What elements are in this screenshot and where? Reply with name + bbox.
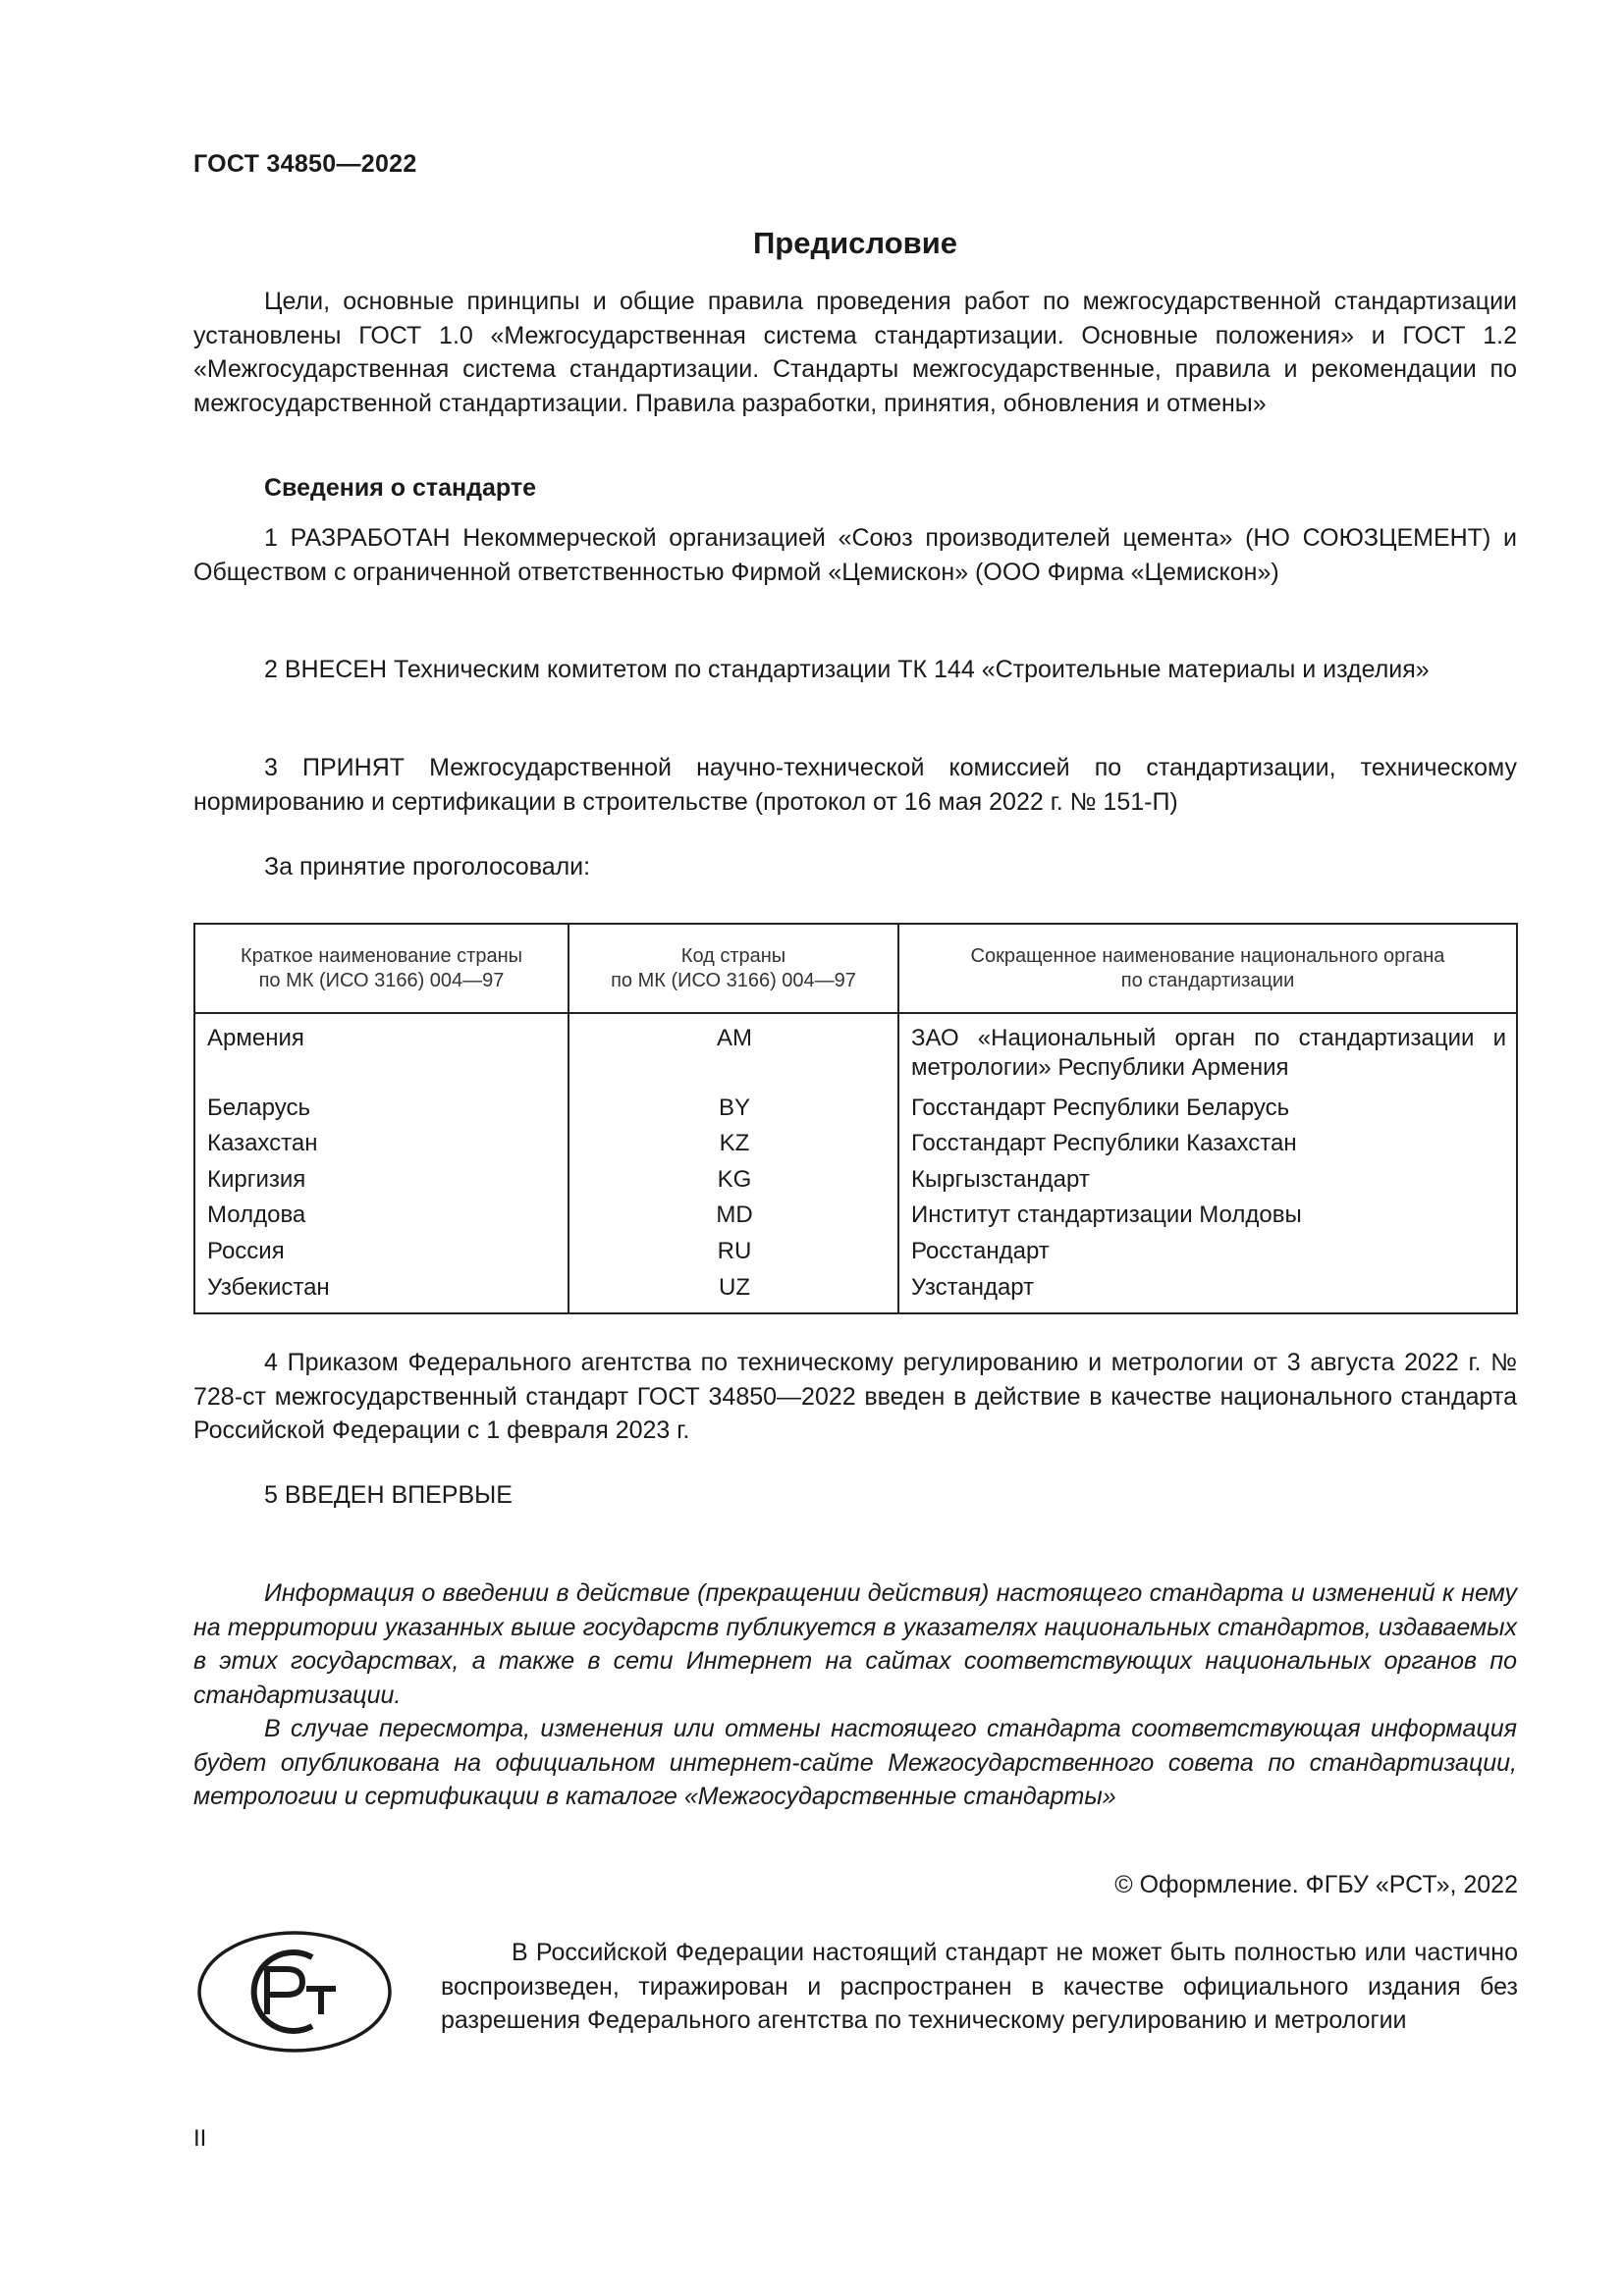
country-cell: Молдова — [194, 1198, 568, 1234]
code-cell: UZ — [568, 1270, 898, 1313]
table-row — [194, 1270, 1517, 1313]
table-header-row — [194, 924, 1517, 1013]
code-cell: AM — [568, 1013, 898, 1091]
rf-reproduction-note: В Российской Федерации настоящий стандарт не может быть полностью или частично воспроизведен, тиражирован и распространен в качестве официального издания без разрешения Федерального агентства по техническому регулированию и метрологии — [441, 1939, 1518, 2034]
org-cell: Институт стандартизации Молдовы — [898, 1198, 1517, 1234]
country-cell: Армения — [194, 1013, 568, 1091]
org-cell: Росстандарт — [898, 1234, 1517, 1270]
header-country: Краткое наименование страны по МК (ИСО 3166) 004—97 — [194, 924, 568, 1013]
org-cell: Госстандарт Республики Казахстан — [898, 1126, 1517, 1162]
info-block — [193, 1576, 1517, 1814]
page-number: II — [193, 2125, 207, 2152]
header-code: Код страны по МК (ИСО 3166) 004—97 — [568, 924, 898, 1013]
code-cell: KG — [568, 1162, 898, 1199]
intro-paragraph: Цели, основные принципы и общие правила проведения работ по межгосударственной стандартизации установлены ГОСТ 1.0 «Межгосударственная система стандартизации. Основные положения» и ГОСТ 1.2 «Межгосударственная система стандартизации. Стандарты межгосударственные, правила и рекомендации по межгосударственной стандартизации. Правила разработки, принятия, обновления и отмены» — [193, 288, 1517, 417]
voting-table — [193, 923, 1518, 1314]
code-cell: RU — [568, 1234, 898, 1270]
item-adopted: 3 ПРИНЯТ Межгосударственной научно-технической комиссией по стандартизации, техническому нормированию и сертификации в строительстве (протокол от 16 мая 2022 г. № 151-П) — [193, 754, 1517, 816]
item-developed: 1 РАЗРАБОТАН Некоммерческой организацией «Союз производителей цемента» (НО СОЮЗЦЕМЕНТ) и Обществом с ограниченной ответственностью Фирмой «Цемискон» (ООО Фирма «Цемискон») — [193, 524, 1517, 586]
section-heading: Сведения о стандарте — [264, 474, 537, 502]
country-cell: Беларусь — [194, 1091, 568, 1127]
voted-label: За принятие проголосовали: — [264, 853, 591, 881]
country-cell: Киргизия — [194, 1162, 568, 1199]
table-row — [194, 1234, 1517, 1270]
table-row — [194, 1126, 1517, 1162]
info-paragraph: Информация о введении в действие (прекращении действия) настоящего стандарта и изменений к нему на территории указанных выше государств публикуется в указателях национальных стандартов, издаваемых в этих государствах, а также в сети Интернет на сайтах соответствующих национальных органов по стандартизации. — [193, 1579, 1517, 1709]
code-cell: KZ — [568, 1126, 898, 1162]
org-cell: Госстандарт Республики Беларусь — [898, 1091, 1517, 1127]
page-title: Предисловие — [752, 226, 957, 260]
info-paragraph: В случае пересмотра, изменения или отмены настоящего стандарта соответствующая информация будет опубликована на официальном интернет-сайте Межгосударственного совета по стандартизации, метрологии и сертификации в каталоге «Межгосударственные стандарты» — [193, 1715, 1517, 1810]
country-cell: Узбекистан — [194, 1270, 568, 1313]
org-cell: Кыргызстандарт — [898, 1162, 1517, 1199]
pct-certification-mark-icon — [196, 1930, 393, 2054]
document-code: ГОСТ 34850—2022 — [193, 150, 417, 178]
code-cell: BY — [568, 1091, 898, 1127]
header-org: Сокращенное наименование национального органа по стандартизации — [898, 924, 1517, 1013]
item-first-time: 5 ВВЕДЕН ВПЕРВЫЕ — [264, 1481, 513, 1509]
country-cell: Россия — [194, 1234, 568, 1270]
org-cell: Узстандарт — [898, 1270, 1517, 1313]
table-row — [194, 1198, 1517, 1234]
table-row — [194, 1091, 1517, 1127]
country-cell: Казахстан — [194, 1126, 568, 1162]
table-row — [194, 1013, 1517, 1091]
copyright-line: © Оформление. ФГБУ «РСТ», 2022 — [1114, 1871, 1518, 1898]
code-cell: MD — [568, 1198, 898, 1234]
item-order: 4 Приказом Федерального агентства по техническому регулированию и метрологии от 3 августа 2022 г. № 728-ст межгосударственный стандарт ГОСТ 34850—2022 введен в действие в качестве национального стандарта Российской Федерации с 1 февраля 2023 г. — [193, 1349, 1517, 1444]
table-row — [194, 1162, 1517, 1199]
item-introduced: 2 ВНЕСЕН Техническим комитетом по стандартизации ТК 144 «Строительные материалы и изделия» — [264, 656, 1430, 683]
org-cell: ЗАО «Национальный орган по стандартизации и метрологии» Республики Армения — [898, 1013, 1517, 1091]
